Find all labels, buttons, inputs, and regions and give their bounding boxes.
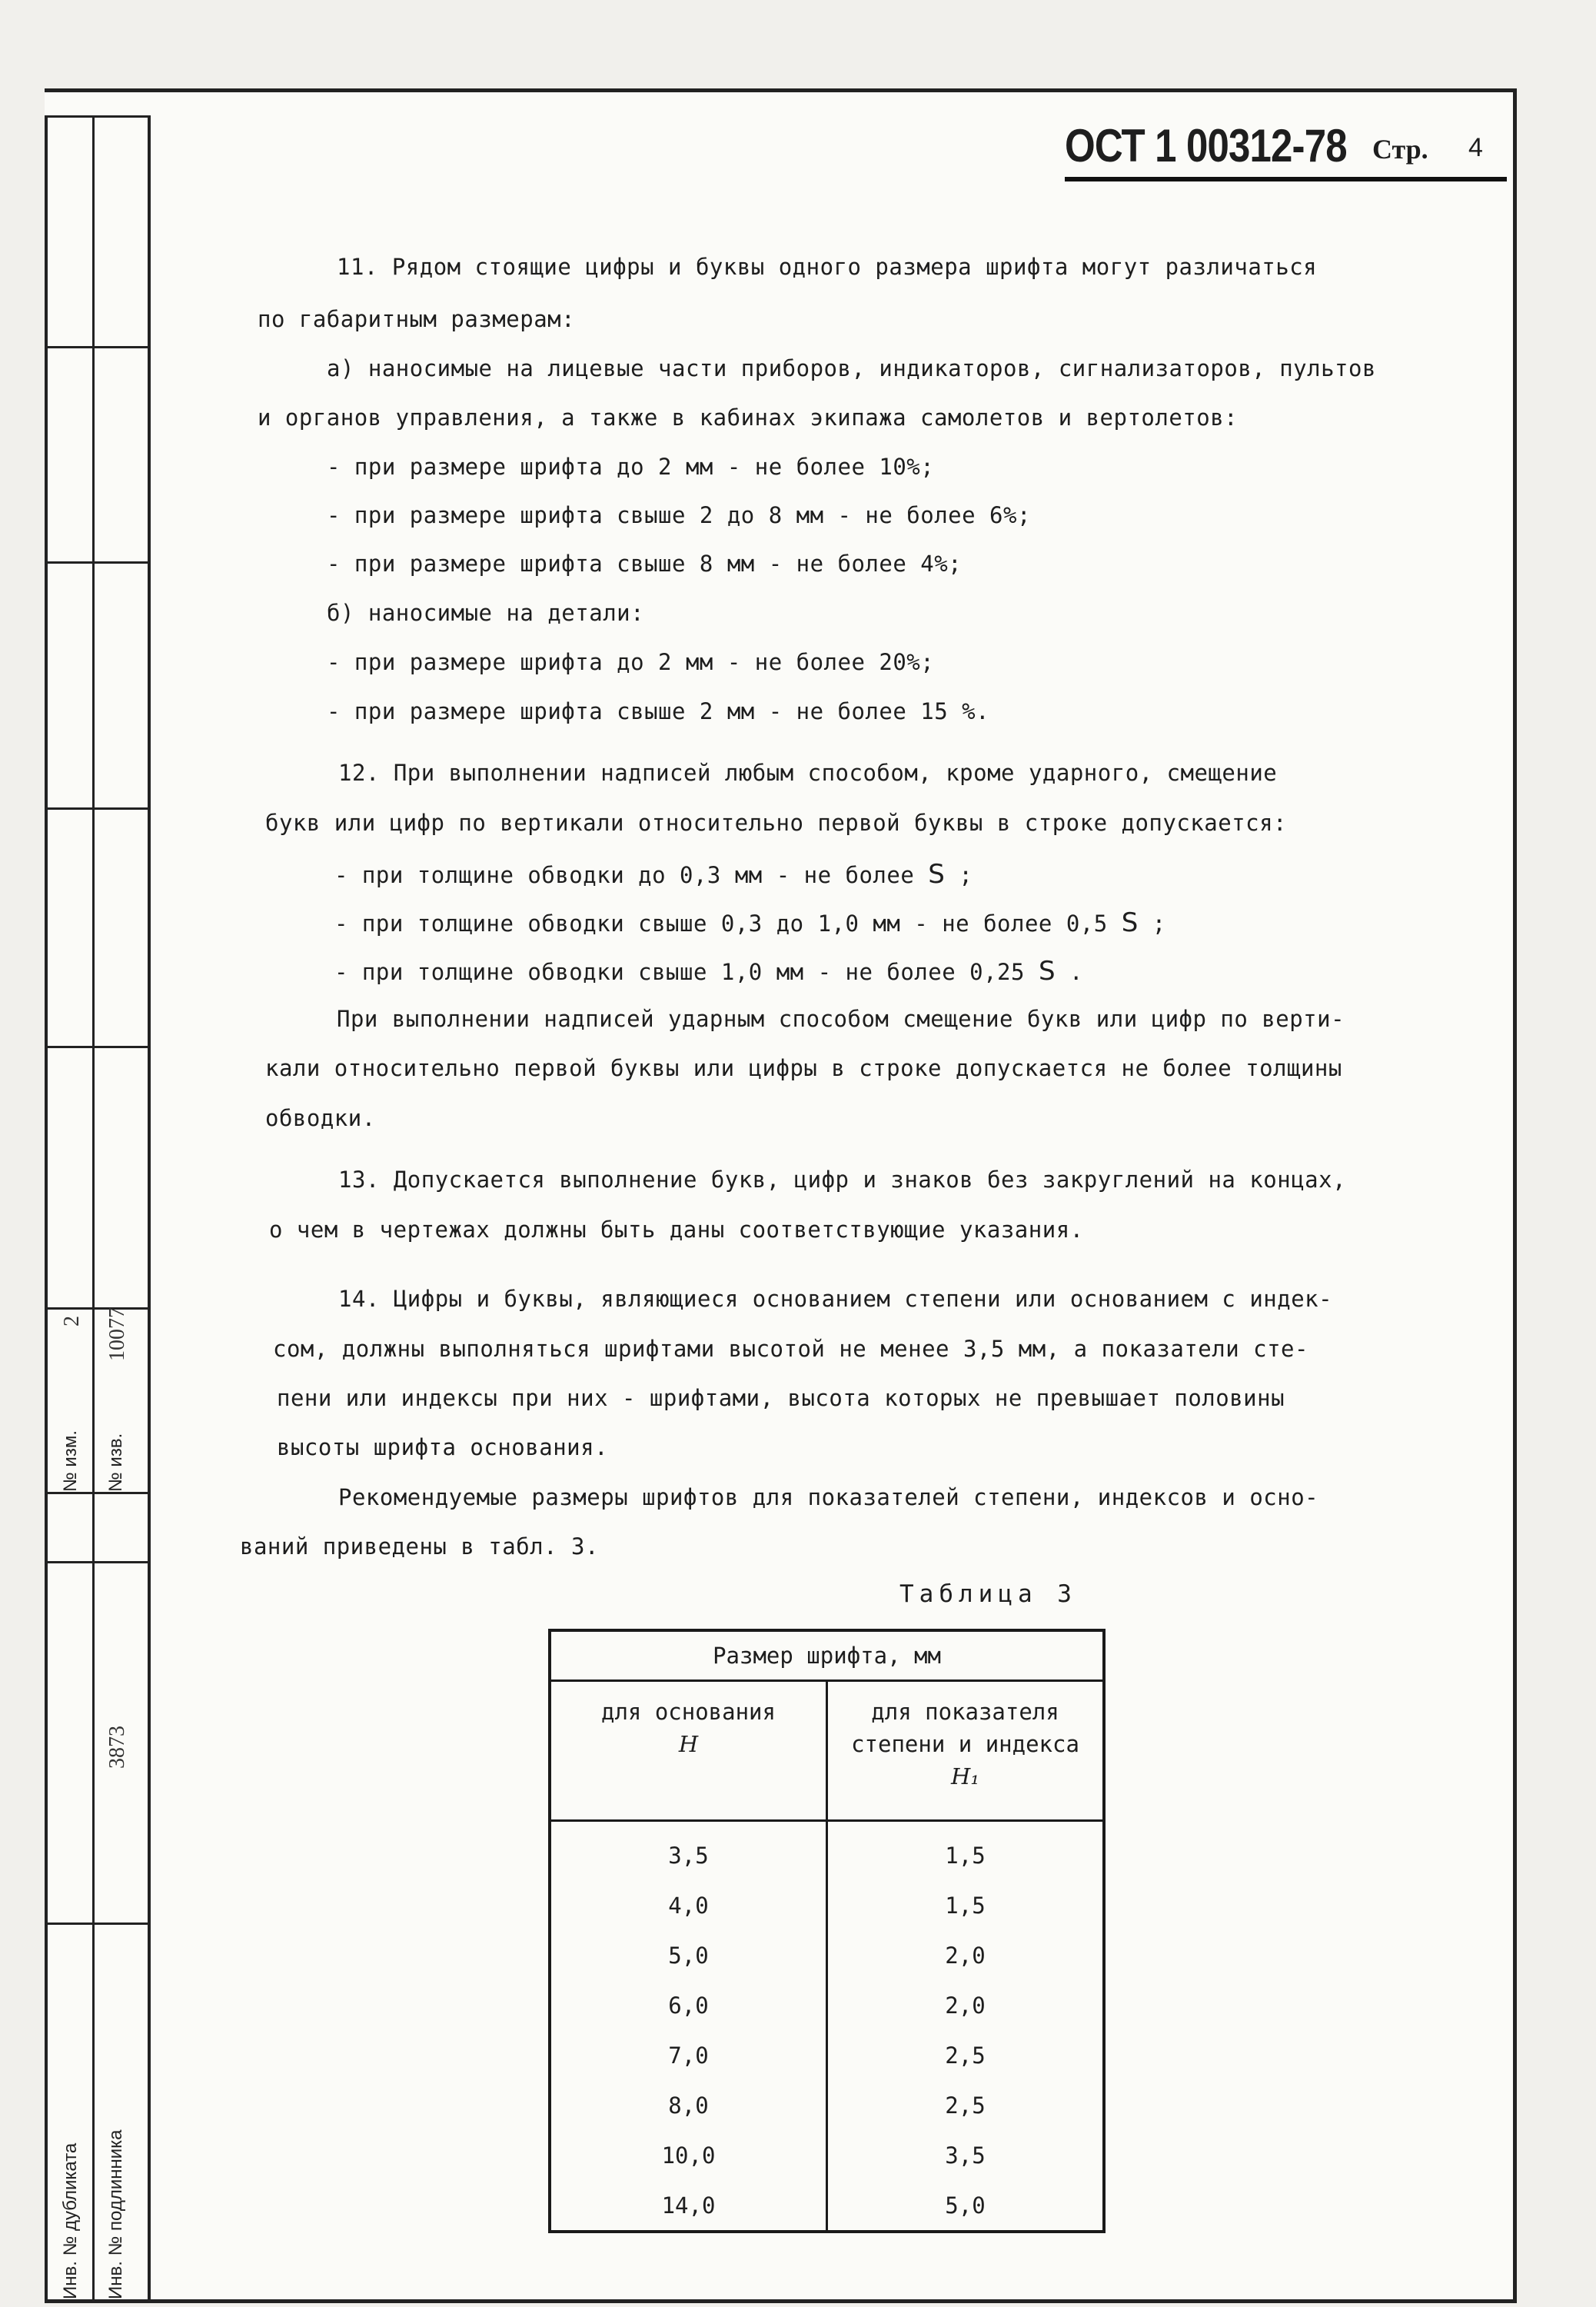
- table-col2-header: для показателя степени и индекса H₁: [827, 1681, 1105, 1821]
- izv-label: № изв.: [105, 1433, 126, 1492]
- document-header: [1065, 119, 1507, 181]
- text-line: о чем в чертежах должны быть даны соответствующие указания.: [269, 1217, 1084, 1243]
- standard-code: ОСТ 1 00312-78: [1065, 120, 1347, 171]
- text-line: б) наносимые на детали:: [327, 600, 645, 626]
- text-line: 12. При выполнении надписей любым способом, кроме ударного, смещение: [338, 760, 1278, 786]
- dubl-label: Инв. № дубликата: [60, 2142, 81, 2299]
- table-cell: 2,5: [827, 2030, 1105, 2080]
- text-line: 14. Цифры и буквы, являющиеся основанием степени или основанием с индек-: [338, 1286, 1333, 1312]
- text-line: 11. Рядом стоящие цифры и буквы одного размера шрифта могут различаться: [337, 254, 1318, 280]
- table-cell: 5,0: [827, 2180, 1105, 2232]
- text-line: высоты шрифта основания.: [277, 1434, 609, 1460]
- table-cell: 4,0: [550, 1880, 827, 1930]
- symbol-s: S: [928, 859, 946, 890]
- table-cell: 6,0: [550, 1980, 827, 2030]
- text-line: обводки.: [265, 1105, 376, 1131]
- table-cell: 7,0: [550, 2030, 827, 2080]
- margin-line: [48, 115, 148, 118]
- text-line: ваний приведены в табл. 3.: [240, 1533, 599, 1560]
- text-line: - при размере шрифта свыше 2 до 8 мм - не более 6%;: [327, 502, 1031, 528]
- table-cell: 5,0: [550, 1930, 827, 1980]
- table-cell: 1,5: [827, 1821, 1105, 1881]
- text-line: кали относительно первой буквы или цифры в строке допускается не более толщины: [265, 1055, 1342, 1081]
- text-line: по габаритным размерам:: [258, 306, 576, 332]
- margin-line: [48, 346, 148, 348]
- podl-label: Инв. № подлинника: [105, 2129, 126, 2299]
- margin-line: [48, 561, 148, 564]
- table-row: [550, 1821, 1104, 1881]
- table-col1-header: для основания H: [550, 1681, 827, 1821]
- text-line: Рекомендуемые размеры шрифтов для показателей степени, индексов и осно-: [338, 1484, 1319, 1510]
- table-cell: 2,0: [827, 1980, 1105, 2030]
- text-line: а) наносимые на лицевые части приборов, индикаторов, сигнализаторов, пультов: [327, 355, 1376, 381]
- text-line: - при толщине обводки свыше 0,3 до 1,0 мм - не более 0,5 S ;: [334, 907, 1166, 938]
- table-row: [550, 2180, 1104, 2232]
- izm-value: 2: [60, 1316, 84, 1327]
- table-cell: 2,0: [827, 1930, 1105, 1980]
- margin-line: [48, 1046, 148, 1048]
- izv-value: 10077: [105, 1307, 129, 1361]
- table-group-header: Размер шрифта, мм: [550, 1630, 1104, 1681]
- left-margin-stamp: [45, 115, 151, 2299]
- table-row: [550, 2130, 1104, 2180]
- text-line: - при размере шрифта до 2 мм - не более 10%;: [327, 454, 935, 480]
- table-row: [550, 1930, 1104, 1980]
- text-line: - при размере шрифта свыше 2 мм - не более 15 %.: [327, 698, 990, 724]
- symbol-s: S: [1121, 907, 1139, 938]
- symbol-h1: H₁: [951, 1763, 979, 1789]
- inv-number: 3873: [105, 1726, 129, 1769]
- text-line: - при толщине обводки до 0,3 мм - не более S ;: [334, 859, 973, 890]
- margin-line: [48, 807, 148, 810]
- page-label: Стр.: [1372, 134, 1428, 165]
- text-line: и органов управления, а также в кабинах экипажа самолетов и вертолетов:: [258, 404, 1239, 431]
- table-cell: 2,5: [827, 2080, 1105, 2130]
- table-cell: 3,5: [550, 1821, 827, 1881]
- table-row: [550, 1880, 1104, 1930]
- symbol-s: S: [1038, 956, 1056, 987]
- table-cell: 8,0: [550, 2080, 827, 2130]
- text-line: букв или цифр по вертикали относительно первой буквы в строке допускается:: [265, 810, 1288, 836]
- margin-line: [48, 1492, 148, 1494]
- margin-line: [48, 1561, 148, 1563]
- text-line: сом, должны выполняться шрифтами высотой не менее 3,5 мм, а показатели сте-: [273, 1336, 1308, 1362]
- table-title: Таблица 3: [899, 1580, 1077, 1608]
- table-row: [550, 2080, 1104, 2130]
- page-number: 4: [1468, 133, 1483, 162]
- text-line: пени или индексы при них - шрифтами, высота которых не превышает половины: [277, 1385, 1285, 1411]
- izm-label: № изм.: [60, 1430, 81, 1492]
- table-cell: 10,0: [550, 2130, 827, 2180]
- margin-line: [48, 1307, 148, 1310]
- table-row: [550, 1980, 1104, 2030]
- text-line: - при толщине обводки свыше 1,0 мм - не более 0,25 S .: [334, 956, 1083, 987]
- table-cell: 3,5: [827, 2130, 1105, 2180]
- symbol-h: H: [678, 1731, 699, 1757]
- margin-divider: [92, 115, 95, 2299]
- table-cell: 1,5: [827, 1880, 1105, 1930]
- table-row: [550, 2030, 1104, 2080]
- text-line: 13. Допускается выполнение букв, цифр и знаков без закруглений на концах,: [338, 1167, 1347, 1193]
- table-cell: 14,0: [550, 2180, 827, 2232]
- font-size-table: [548, 1629, 1106, 2233]
- text-line: - при размере шрифта свыше 8 мм - не более 4%;: [327, 551, 963, 577]
- text-line: При выполнении надписей ударным способом смещение букв или цифр по верти-: [337, 1006, 1345, 1032]
- text-line: - при размере шрифта до 2 мм - не более 20%;: [327, 649, 935, 675]
- margin-line: [48, 1922, 148, 1925]
